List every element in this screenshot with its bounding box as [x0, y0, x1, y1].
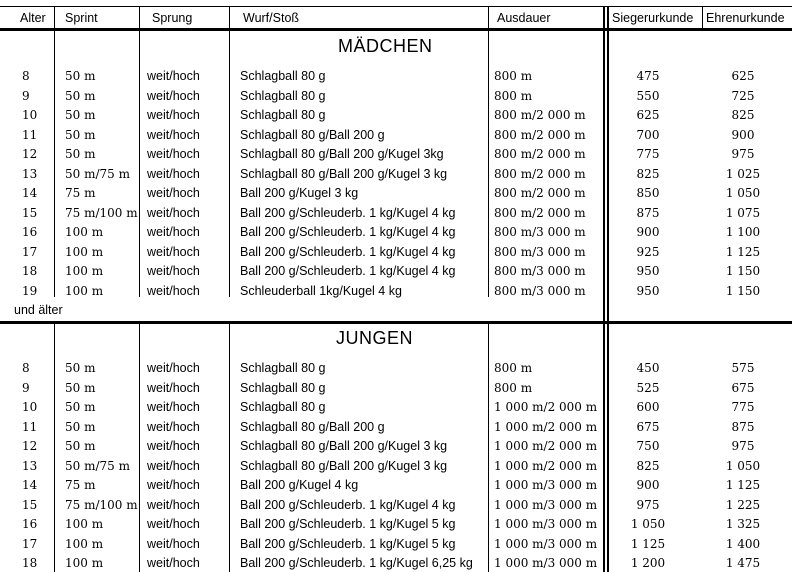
cell-ausdauer: 800 m [494, 380, 533, 395]
col-rule-6-header [702, 6, 703, 28]
cell-sprung: weit/hoch [147, 127, 200, 142]
cell-sieger: 875 [636, 205, 660, 220]
cell-ausdauer: 800 m/3 000 m [494, 283, 586, 298]
cell-sprint: 75 m/100 m [65, 497, 138, 512]
cell-sieger: 525 [636, 380, 660, 395]
col-rule-4-m [488, 31, 489, 297]
cell-sieger: 850 [636, 186, 660, 200]
header-wurf: Wurf/Stoß [243, 11, 300, 25]
cell-ausdauer: 1 000 m/3 000 m [494, 536, 598, 551]
cell-sprung: weit/hoch [147, 147, 200, 161]
cell-alter: 8 [22, 361, 30, 375]
cell-wurf: Ball 200 g/Schleuderb. 1 kg/Kugel 5 kg [240, 536, 456, 551]
cell-alter: 13 [22, 166, 38, 181]
cell-wurf: Schlagball 80 g/Ball 200 g/Kugel 3kg [240, 147, 444, 161]
cell-ausdauer: 800 m/2 000 m [494, 108, 586, 122]
cell-alter: 10 [22, 108, 38, 122]
cell-wurf: Ball 200 g/Kugel 3 kg [240, 186, 359, 200]
cell-sieger: 950 [636, 283, 660, 298]
cell-ausdauer: 1 000 m/3 000 m [494, 517, 598, 531]
cell-sprung: weit/hoch [147, 497, 200, 512]
cell-ausdauer: 800 m/2 000 m [494, 205, 586, 220]
cell-sieger: 625 [636, 108, 660, 122]
cell-wurf: Schlagball 80 g [240, 380, 326, 395]
col-rule-3-j [229, 324, 230, 572]
col-rule-3-m [229, 31, 230, 297]
header-siegerurkunde: Siegerurkunde [612, 11, 694, 25]
cell-sprung: weit/hoch [147, 225, 200, 239]
cell-alter: 11 [22, 127, 38, 142]
header-alter: Alter [20, 11, 46, 25]
cell-ehren: 975 [731, 147, 755, 161]
cell-sieger: 700 [636, 127, 660, 142]
cell-wurf: Schlagball 80 g/Ball 200 g/Kugel 3 kg [240, 166, 448, 181]
cell-sprint: 50 m [65, 127, 96, 142]
cell-sprung: weit/hoch [147, 264, 200, 278]
cell-sprung: weit/hoch [147, 517, 200, 531]
cell-alter: 18 [22, 556, 38, 570]
cell-ausdauer: 1 000 m/2 000 m [494, 439, 598, 453]
cell-sieger: 750 [636, 439, 660, 453]
cell-ehren: 900 [731, 127, 755, 142]
cell-sprint: 50 m [65, 147, 96, 161]
cell-ausdauer: 800 m/2 000 m [494, 147, 586, 161]
cell-ehren: 1 325 [725, 517, 761, 531]
cell-ausdauer: 800 m [494, 88, 533, 103]
top-rule [0, 6, 792, 7]
cell-ausdauer: 800 m [494, 361, 533, 375]
cell-ehren: 1 025 [725, 166, 761, 181]
cell-sprung: weit/hoch [147, 380, 200, 395]
cell-sieger: 475 [636, 69, 660, 83]
cell-ehren: 1 050 [725, 458, 761, 473]
cell-wurf: Schlagball 80 g [240, 88, 326, 103]
cell-alter: 8 [22, 69, 30, 83]
cell-ehren: 975 [731, 439, 755, 453]
cell-sprung: weit/hoch [147, 556, 200, 570]
cell-sprung: weit/hoch [147, 186, 200, 200]
cell-ausdauer: 800 m [494, 69, 533, 83]
col-rule-1-j [54, 324, 55, 572]
cell-sieger: 450 [636, 361, 660, 375]
cell-ausdauer: 800 m/3 000 m [494, 264, 586, 278]
cell-sprung: weit/hoch [147, 283, 200, 298]
cell-sprung: weit/hoch [147, 205, 200, 220]
cell-wurf: Ball 200 g/Schleuderb. 1 kg/Kugel 4 kg [240, 225, 456, 239]
cell-wurf: Schlagball 80 g [240, 400, 326, 414]
cell-sprung: weit/hoch [147, 439, 200, 453]
cell-sprung: weit/hoch [147, 69, 200, 83]
cell-sieger: 550 [636, 88, 660, 103]
cell-wurf: Ball 200 g/Schleuderb. 1 kg/Kugel 4 kg [240, 497, 456, 512]
cell-wurf: Schlagball 80 g [240, 108, 326, 122]
cell-wurf: Ball 200 g/Schleuderb. 1 kg/Kugel 5 kg [240, 517, 456, 531]
cell-alter: 12 [22, 147, 38, 161]
cell-sieger: 775 [636, 147, 660, 161]
col-rule-1-header [54, 6, 55, 28]
cell-sprung: weit/hoch [147, 244, 200, 259]
cell-wurf: Schlagball 80 g [240, 69, 326, 83]
cell-alter: 15 [22, 205, 38, 220]
cell-ehren: 1 125 [725, 244, 761, 259]
cell-alter: 11 [22, 419, 38, 434]
cell-ehren: 625 [731, 69, 755, 83]
cell-sprint: 50 m/75 m [65, 458, 130, 473]
col-rule-3-header [229, 6, 230, 28]
cell-sprint: 50 m [65, 419, 96, 434]
cell-alter: 10 [22, 400, 38, 414]
header-rule [0, 28, 792, 31]
cell-ausdauer: 800 m/2 000 m [494, 166, 586, 181]
cell-sieger: 1 125 [630, 536, 666, 551]
cell-ausdauer: 1 000 m/3 000 m [494, 556, 598, 570]
cell-wurf: Schlagball 80 g/Ball 200 g [240, 419, 385, 434]
col-rule-4-j [488, 324, 489, 572]
cell-alter: 14 [22, 186, 38, 200]
cell-ausdauer: 800 m/3 000 m [494, 244, 586, 259]
cell-sieger: 1 200 [630, 556, 666, 570]
cell-ausdauer: 800 m/2 000 m [494, 127, 586, 142]
cell-ehren: 1 075 [725, 205, 761, 220]
cell-alter: 15 [22, 497, 38, 512]
cell-sprint: 50 m [65, 400, 96, 414]
col-rule-1-m [54, 31, 55, 297]
cell-ehren: 1 125 [725, 478, 761, 492]
cell-sieger: 925 [636, 244, 660, 259]
double-rule-left [603, 6, 605, 572]
cell-ehren: 1 475 [725, 556, 761, 570]
cell-sprint: 100 m [65, 556, 104, 570]
section-title-maedchen: MÄDCHEN [338, 36, 433, 56]
cell-sprung: weit/hoch [147, 108, 200, 122]
cell-sprint: 100 m [65, 244, 104, 259]
cell-sprung: weit/hoch [147, 361, 200, 375]
cell-sieger: 975 [636, 497, 660, 512]
cell-ehren: 1 225 [725, 497, 761, 512]
col-rule-2-j [139, 324, 140, 572]
cell-sprint: 100 m [65, 225, 104, 239]
cell-alter: 16 [22, 517, 38, 531]
cell-sieger: 825 [636, 458, 660, 473]
cell-sprint: 75 m [65, 478, 96, 492]
cell-sieger: 900 [636, 225, 660, 239]
cell-sieger: 900 [636, 478, 660, 492]
cell-ehren: 875 [731, 419, 755, 434]
cell-sieger: 600 [636, 400, 660, 414]
cell-sprint: 50 m [65, 108, 96, 122]
header-sprint: Sprint [65, 11, 98, 25]
cell-sieger: 950 [636, 264, 660, 278]
col-rule-2-m [139, 31, 140, 297]
cell-ausdauer: 1 000 m/2 000 m [494, 400, 598, 414]
cell-ehren: 825 [731, 108, 755, 122]
cell-ehren: 1 150 [725, 264, 761, 278]
cell-sprint: 100 m [65, 283, 104, 298]
cell-sprint: 50 m [65, 88, 96, 103]
cell-sprung: weit/hoch [147, 88, 200, 103]
cell-ehren: 675 [731, 380, 755, 395]
cell-wurf: Schlagball 80 g/Ball 200 g [240, 127, 385, 142]
col-rule-2-header [139, 6, 140, 28]
cell-wurf: Ball 200 g/Schleuderb. 1 kg/Kugel 4 kg [240, 244, 456, 259]
cell-ausdauer: 1 000 m/3 000 m [494, 478, 598, 492]
cell-sprint: 75 m [65, 186, 96, 200]
cell-wurf: Ball 200 g/Schleuderb. 1 kg/Kugel 4 kg [240, 264, 456, 278]
cell-ehren: 1 400 [725, 536, 761, 551]
cell-sprung: weit/hoch [147, 478, 200, 492]
cell-sprung: weit/hoch [147, 166, 200, 181]
cell-alter: 17 [22, 536, 38, 551]
cell-sieger: 825 [636, 166, 660, 181]
cell-sprint: 100 m [65, 264, 104, 278]
cell-sprung: weit/hoch [147, 400, 200, 414]
cell-ehren: 1 050 [725, 186, 761, 200]
cell-sprint: 100 m [65, 517, 104, 531]
cell-wurf: Ball 200 g/Schleuderb. 1 kg/Kugel 6,25 kg [240, 556, 473, 570]
cell-ausdauer: 800 m/3 000 m [494, 225, 586, 239]
cell-ehren: 575 [731, 361, 755, 375]
cell-wurf: Ball 200 g/Schleuderb. 1 kg/Kugel 4 kg [240, 205, 456, 220]
header-sprung: Sprung [152, 11, 193, 25]
cell-sieger: 675 [636, 419, 660, 434]
cell-wurf: Ball 200 g/Kugel 4 kg [240, 478, 359, 492]
cell-sprint: 50 m [65, 439, 96, 453]
col-rule-4-header [488, 6, 489, 28]
cell-wurf: Schlagball 80 g/Ball 200 g/Kugel 3 kg [240, 458, 448, 473]
cell-sieger: 1 050 [630, 517, 666, 531]
cell-wurf: Schlagball 80 g/Ball 200 g/Kugel 3 kg [240, 439, 448, 453]
cell-sprint: 100 m [65, 536, 104, 551]
cell-ehren: 725 [731, 88, 755, 103]
section-title-jungen: JUNGEN [336, 328, 414, 348]
cell-ehren: 1 100 [725, 225, 761, 239]
cell-alter: 19 [22, 283, 38, 298]
cell-sprint: 50 m/75 m [65, 166, 130, 181]
cell-ausdauer: 1 000 m/2 000 m [494, 458, 598, 473]
cell-alter: 14 [22, 478, 38, 492]
cell-alter: 12 [22, 439, 38, 453]
cell-alter: 16 [22, 225, 38, 239]
section-divider-rule [0, 321, 792, 324]
cell-ausdauer: 1 000 m/3 000 m [494, 497, 598, 512]
cell-ausdauer: 800 m/2 000 m [494, 186, 586, 200]
footnote-und-aelter: und älter [14, 303, 63, 317]
cell-sprung: weit/hoch [147, 419, 200, 434]
cell-ehren: 775 [731, 400, 755, 414]
cell-sprint: 50 m [65, 361, 96, 375]
cell-sprint: 75 m/100 m [65, 205, 138, 220]
cell-alter: 9 [22, 380, 30, 395]
header-ausdauer: Ausdauer [497, 11, 551, 25]
cell-sprint: 50 m [65, 380, 96, 395]
cell-sprung: weit/hoch [147, 536, 200, 551]
cell-sprung: weit/hoch [147, 458, 200, 473]
cell-ausdauer: 1 000 m/2 000 m [494, 419, 598, 434]
header-ehrenurkunde: Ehrenurkunde [706, 11, 785, 25]
cell-alter: 18 [22, 264, 38, 278]
cell-alter: 9 [22, 88, 30, 103]
cell-alter: 17 [22, 244, 38, 259]
cell-sprint: 50 m [65, 69, 96, 83]
cell-alter: 13 [22, 458, 38, 473]
cell-wurf: Schleuderball 1kg/Kugel 4 kg [240, 283, 402, 298]
cell-ehren: 1 150 [725, 283, 761, 298]
cell-wurf: Schlagball 80 g [240, 361, 326, 375]
